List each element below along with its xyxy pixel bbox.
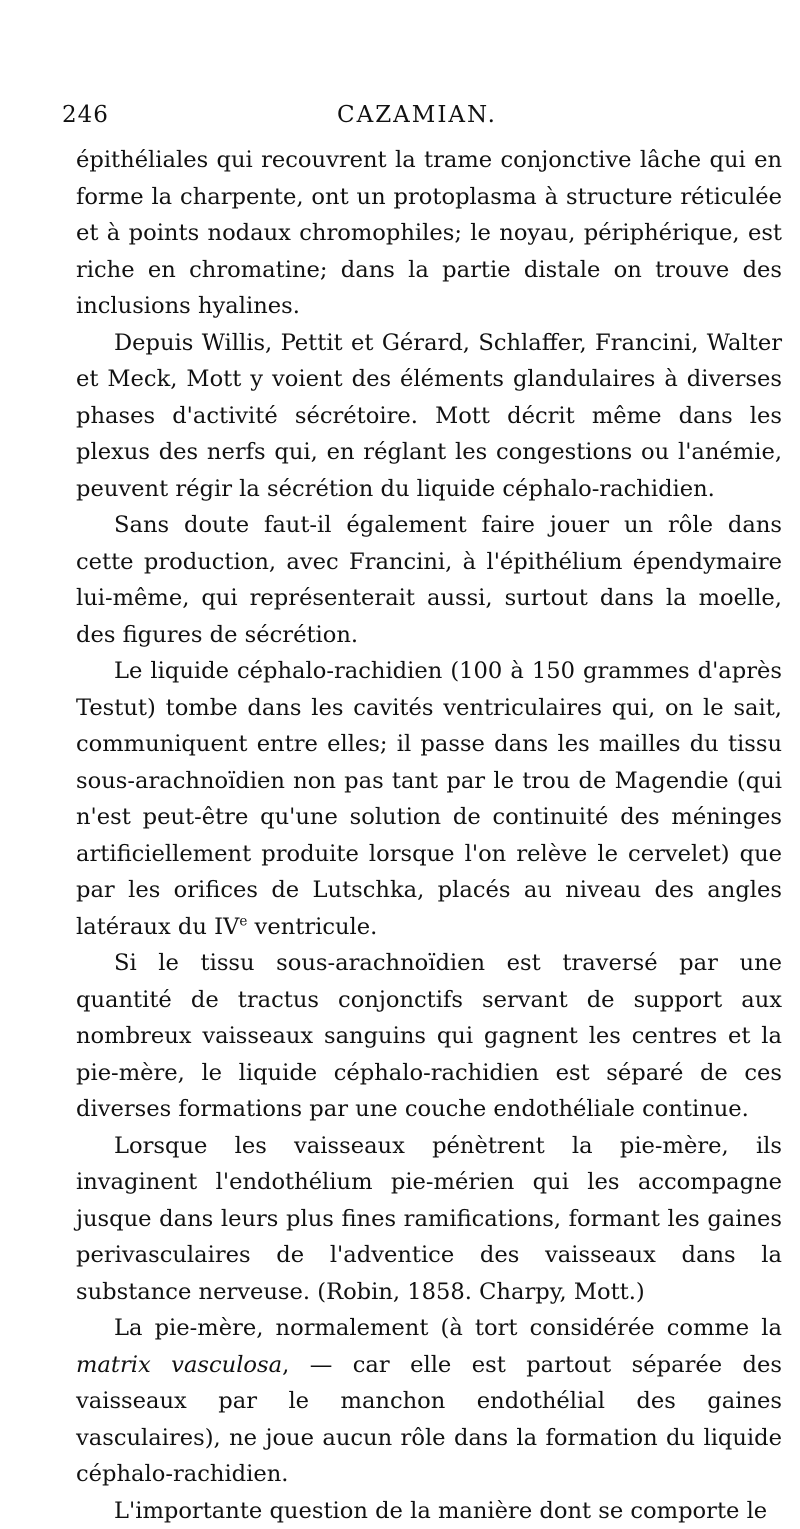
paragraph-text-tail: , — car elle est partout séparée des vaisseaux par le manchon endothélial des gaines vasculaires), ne joue aucun rôle dans la formation du liquide céphalo-rachidien. [76,1352,782,1488]
page-number: 246 [62,102,109,128]
superscript: e [239,913,247,929]
running-head [62,102,772,138]
paragraph-3 [76,507,782,653]
paragraph-6 [76,1128,782,1311]
italic-term: matrix vasculosa [76,1352,282,1378]
paragraph-text: La pie-mère, normalement (à tort considérée comme la [114,1315,782,1341]
paragraph-2 [76,325,782,508]
paragraph-text-tail: ventricule. [247,914,377,940]
paragraph-text: épithéliales qui recouvrent la trame conjonctive lâche qui en forme la charpente, ont un protoplasma à structure réticulée et à points nodaux chromophiles; le noyau, périphérique, est riche en chromatine; dans la partie distale on trouve des inclusions hyalines. [76,147,782,319]
paragraph-text: L'importante question de la manière dont se comporte le [114,1498,767,1524]
paragraph-7 [76,1310,782,1493]
paragraph-5 [76,945,782,1128]
body-text [76,142,782,1529]
paragraph-text: Depuis Willis, Pettit et Gérard, Schlaffer, Francini, Walter et Meck, Mott y voient des éléments glandulaires à diverses phases d'activité sécrétoire. Mott décrit même dans les plexus des nerfs qui, en réglant les congestions ou l'anémie, peuvent régir la sécrétion du liquide céphalo-rachidien. [76,330,782,502]
paragraph-1 [76,142,782,325]
paragraph-text: Le liquide céphalo-rachidien (100 à 150 grammes d'après Testut) tombe dans les cavités ventriculaires qui, on le sait, communiquent entre elles; il passe dans les mailles du tissu sous-arachnoïdien non pas tant par le trou de Magendie (qui n'est peut-être qu'une solution de continuité des méninges artificiellement produite lorsque l'on relève le cervelet) que par les orifices de Lutschka, placés au niveau des angles latéraux du IV [76,658,782,940]
paragraph-4 [76,653,782,945]
paragraph-text: Sans doute faut-il également faire jouer un rôle dans cette production, avec Francini, à l'épithélium épendymaire lui-même, qui représenterait aussi, surtout dans la moelle, des figures de sécrétion. [76,512,782,648]
paragraph-text: Si le tissu sous-arachnoïdien est traversé par une quantité de tractus conjonctifs servant de support aux nombreux vaisseaux sanguins qui gagnent les centres et la pie-mère, le liquide céphalo-rachidien est séparé de ces diverses formations par une couche endothéliale continue. [76,950,782,1122]
running-title: CAZAMIAN. [62,102,772,128]
paragraph-8 [76,1493,782,1529]
paragraph-text: Lorsque les vaisseaux pénètrent la pie-mère, ils invaginent l'endothélium pie-mérien qui les accompagne jusque dans leurs plus fines ramifications, formant les gaines perivasculaires de l'adventice des vaisseaux dans la substance nerveuse. (Robin, 1858. Charpy, Mott.) [76,1133,782,1305]
